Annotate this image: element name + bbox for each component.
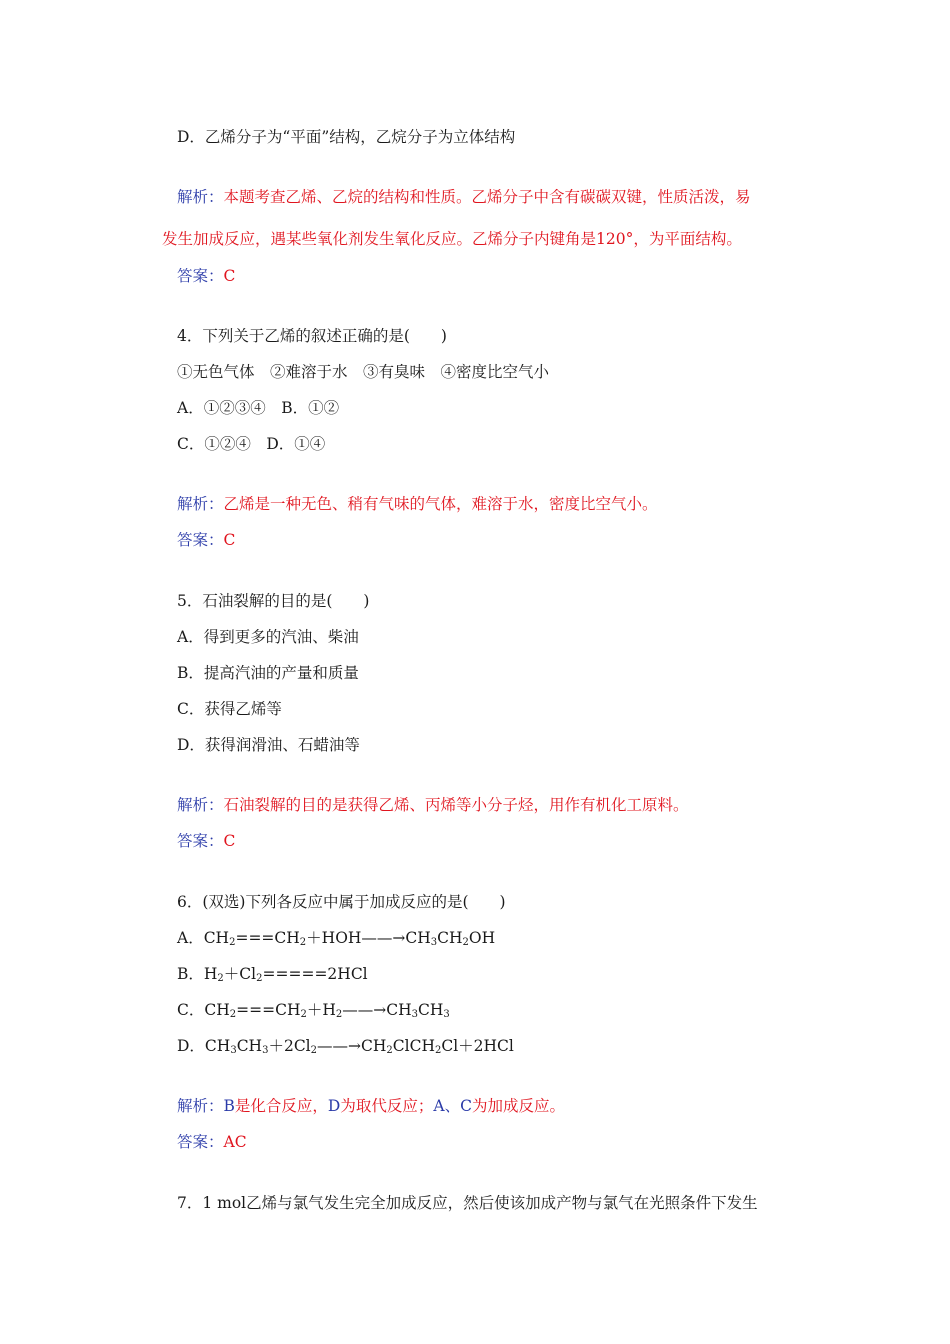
q4-statements: ①无色气体 ②难溶于水 ③有臭味 ④密度比空气小 [177, 363, 550, 381]
q3-analysis-line1 [177, 186, 751, 208]
answer-label: 答案： [177, 267, 224, 285]
answer-label: 答案： [177, 531, 224, 549]
q6-question: 6．(双选)下列各反应中属于加成反应的是( ) [177, 893, 506, 911]
answer-label: 答案： [177, 832, 224, 850]
q5-analysis [177, 794, 689, 816]
q3-answer-value: C [223, 267, 236, 285]
q6-option-d: D．$CH_3CH_3+2Cl_2——\to CH_2ClCH_2Cl+2HCl$ [177, 1037, 514, 1056]
q6-answer-value: AC [223, 1133, 247, 1151]
q6-option-b: B．$H_2+Cl_2=====2HCl$ [177, 965, 368, 984]
q5-option-b: B．提高汽油的产量和质量 [177, 664, 359, 682]
q5-answer [177, 830, 235, 852]
q7-question: 7．1 mol乙烯与氯气发生完全加成反应，然后使该加成产物与氯气在光照条件下发生 [177, 1194, 758, 1212]
q6-answer [177, 1131, 247, 1153]
q3-analysis-line2: 发生加成反应，遇某些氧化剂发生氧化反应。乙烯分子内键角是120°，为平面结构。 [162, 230, 742, 248]
q6-analysis: 解析：B是化合反应，D为取代反应；A、C为加成反应。 [177, 1097, 565, 1115]
q4-options-ab: A．①②③④ B．①② [177, 399, 340, 417]
q5-option-d: D．获得润滑油、石蜡油等 [177, 736, 360, 754]
q5-analysis-text: 石油裂解的目的是获得乙烯、丙烯等小分子烃，用作有机化工原料。 [223, 796, 689, 814]
q3-answer [177, 265, 235, 287]
q4-analysis-text: 乙烯是一种无色、稍有气味的气体，难溶于水，密度比空气小。 [223, 495, 658, 513]
q5-option-c: C．获得乙烯等 [177, 700, 282, 718]
q4-analysis [177, 493, 658, 515]
q3-option-d: D．乙烯分子为“平面”结构，乙烷分子为立体结构 [177, 128, 516, 146]
q5-question: 5．石油裂解的目的是( ) [177, 592, 370, 610]
q4-options-cd: C．①②④ D．①④ [177, 435, 326, 453]
q4-question: 4．下列关于乙烯的叙述正确的是( ) [177, 327, 447, 345]
analysis-label: 解析： [177, 796, 224, 814]
q5-option-a: A．得到更多的汽油、柴油 [177, 628, 359, 646]
q6-option-a: A．$CH_2===CH_2+HOH——\to CH_3CH_2OH$ [177, 929, 496, 948]
answer-label: 答案： [177, 1133, 224, 1151]
analysis-label: 解析： [177, 495, 224, 513]
q4-answer [177, 529, 235, 551]
analysis-label: 解析： [177, 188, 224, 206]
q5-answer-value: C [223, 832, 236, 850]
q6-option-c: C．$CH_2===CH_2+H_2——\to CH_3CH_3$ [177, 1001, 450, 1020]
q4-answer-value: C [223, 531, 236, 549]
q3-analysis-text: 本题考查乙烯、乙烷的结构和性质。乙烯分子中含有碳碳双键，性质活泼，易 [223, 188, 751, 206]
analysis-label: 解析： [177, 1097, 224, 1115]
